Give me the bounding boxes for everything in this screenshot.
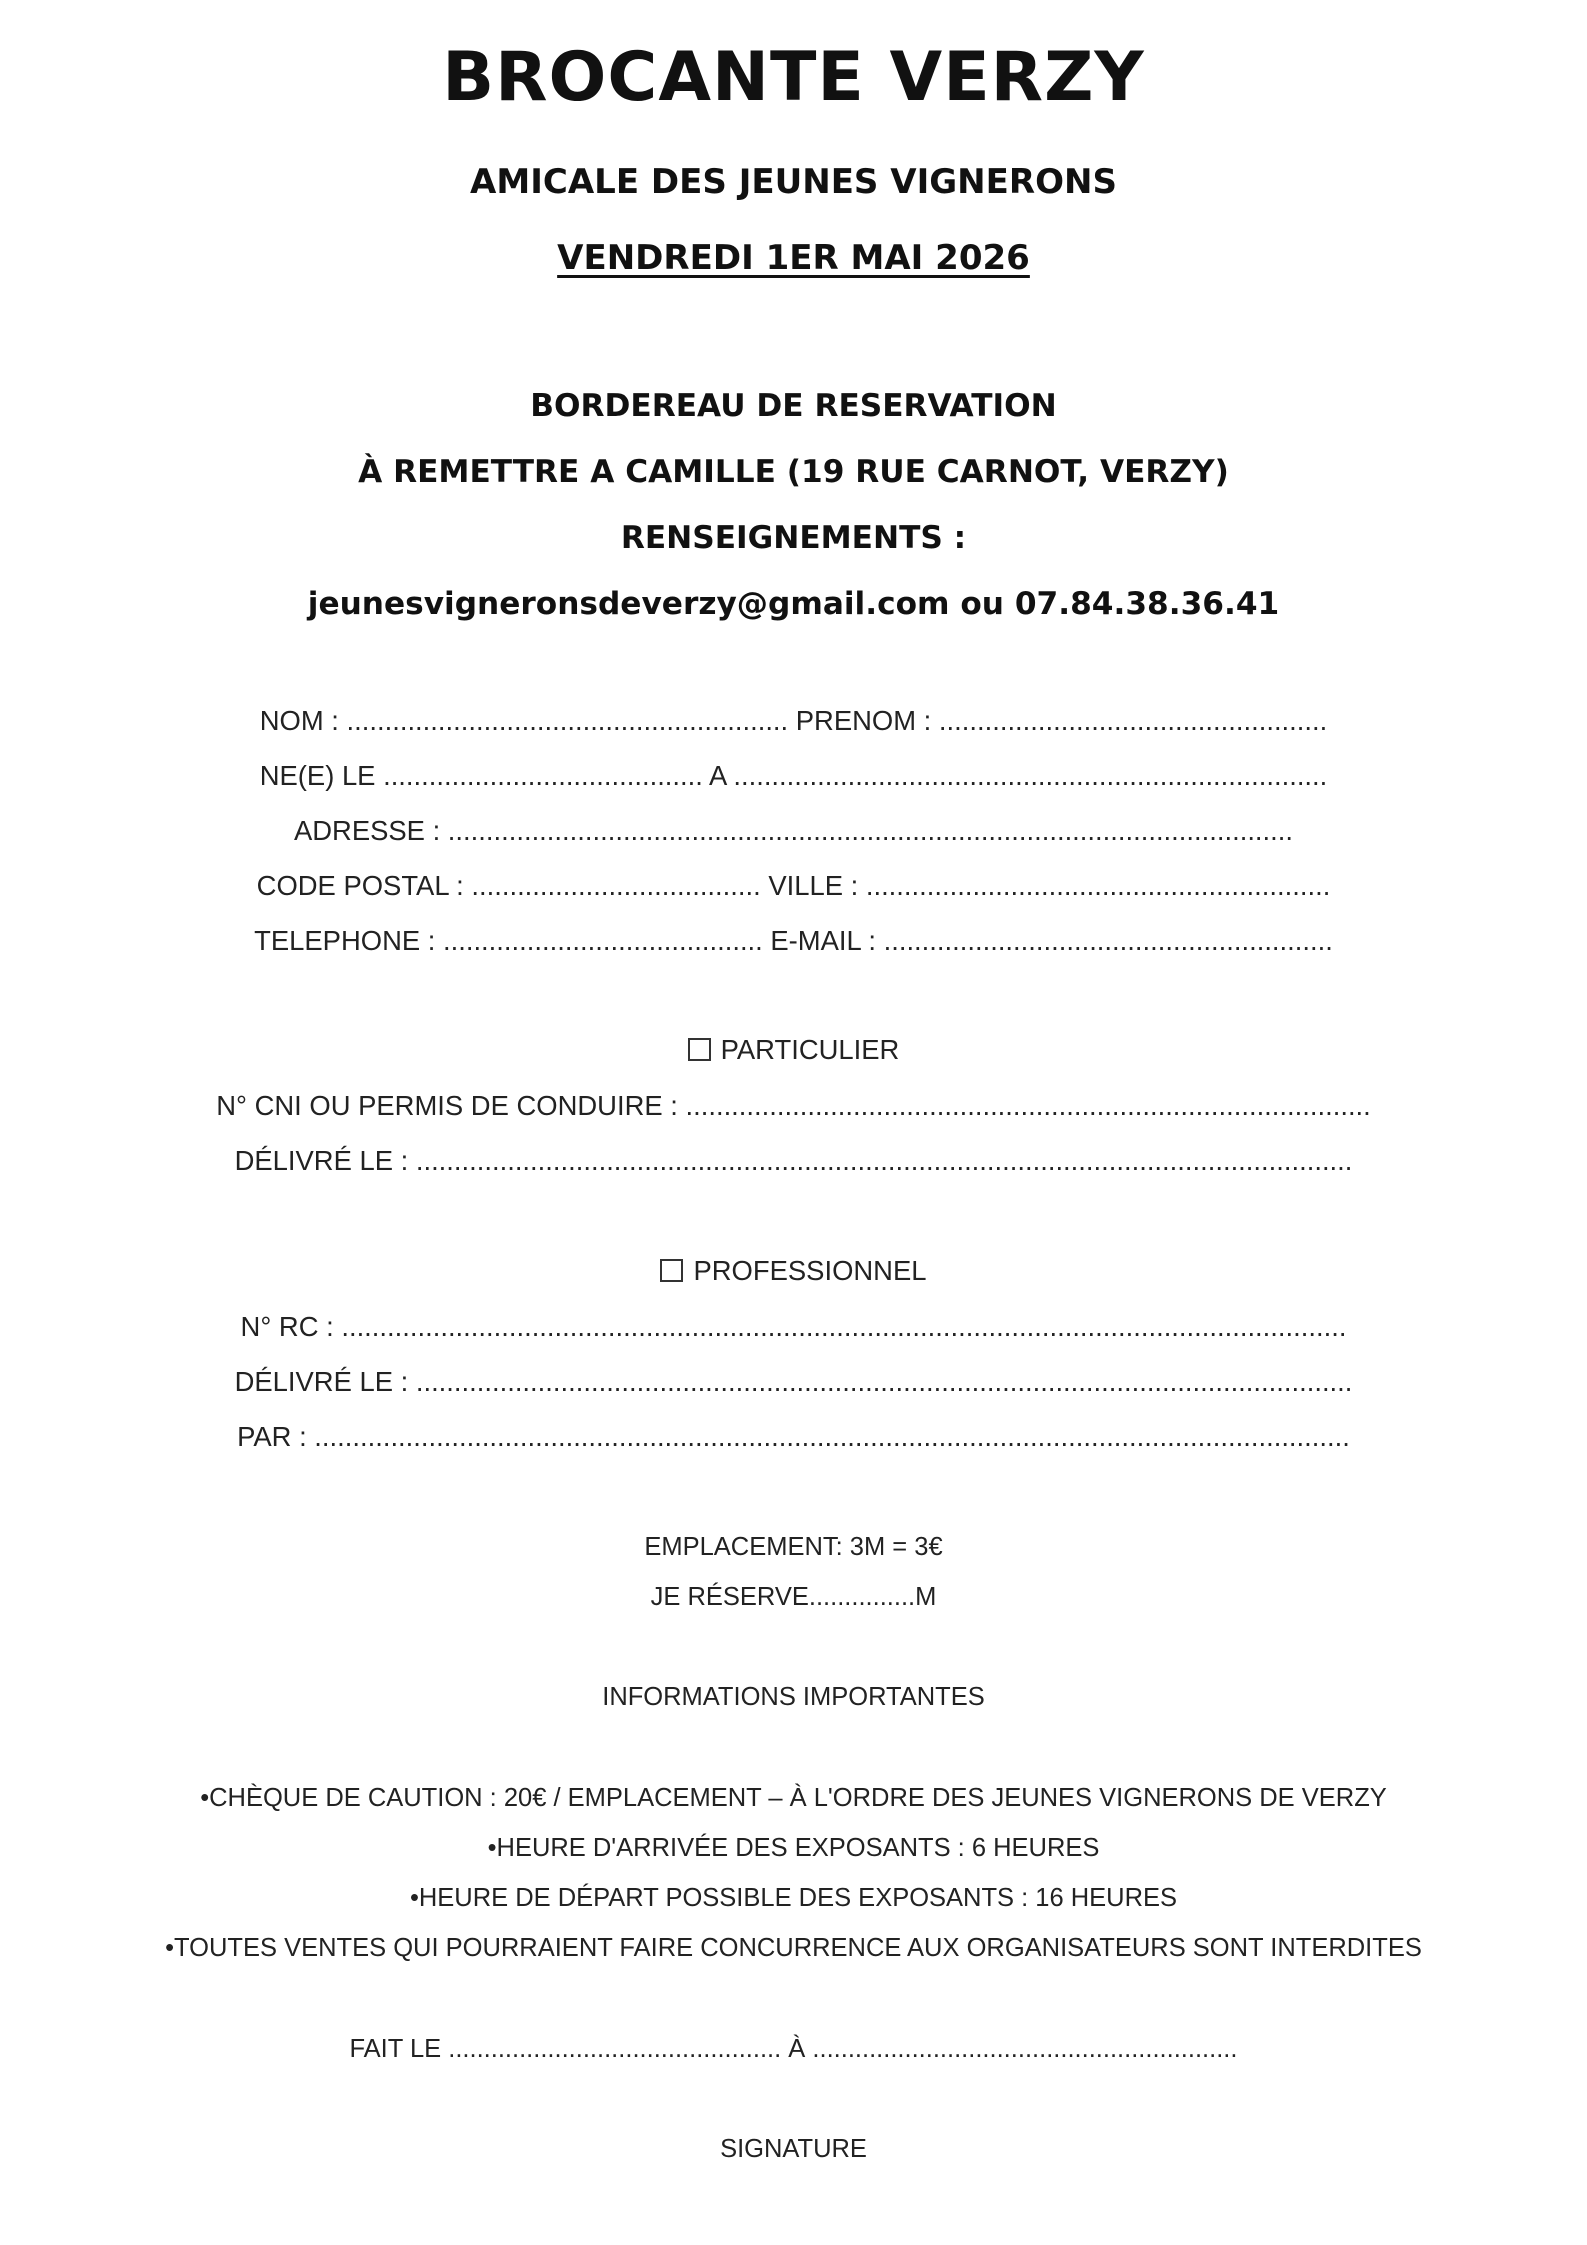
emplacement-price: EMPLACEMENT: 3M = 3€ [644,1533,943,1561]
field-telephone-email[interactable]: TELEPHONE : .......................................... E-MAIL : ........................................................... [254,925,1333,956]
signature-label: SIGNATURE [720,2135,867,2163]
event-title: BROCANTE VERZY [442,38,1145,117]
particulier-option[interactable] [0,1034,1587,1066]
important-item: •TOUTES VENTES QUI POURRAIENT FAIRE CONCURRENCE AUX ORGANISATEURS SONT INTERDITES [165,1934,1422,1962]
professionnel-label: PROFESSIONNEL [693,1255,927,1286]
field-rc[interactable]: N° RC : .................................................................................................................................... [240,1311,1347,1342]
important-item: •HEURE DE DÉPART POSSIBLE DES EXPOSANTS : 16 HEURES [409,1884,1178,1912]
field-professionnel-delivre[interactable]: DÉLIVRÉ LE : ........................................................................................................................... [234,1366,1353,1397]
important-item: •CHÈQUE DE CAUTION : 20€ / EMPLACEMENT – À L'ORDRE DES JEUNES VIGNERONS DE VERZY [200,1784,1387,1812]
field-par[interactable]: PAR : ........................................................................................................................................ [237,1421,1350,1452]
particulier-checkbox[interactable] [688,1038,711,1061]
field-fait-le[interactable]: FAIT LE ............................................... À ............................................................ [349,2035,1238,2063]
field-nom-prenom[interactable]: NOM : .......................................................... PRENOM : ................................................... [259,705,1328,736]
field-code-postal-ville[interactable]: CODE POSTAL : ...................................... VILLE : ............................................................. [256,870,1331,901]
field-reserve-meters[interactable]: JE RÉSERVE...............M [650,1583,937,1611]
professionnel-checkbox[interactable] [660,1259,683,1282]
particulier-label: PARTICULIER [720,1034,900,1065]
field-particulier-delivre[interactable]: DÉLIVRÉ LE : ........................................................................................................................... [234,1145,1353,1176]
return-address: À REMETTRE A CAMILLE (19 RUE CARNOT, VERZY) [358,454,1229,490]
contact-details: jeunesvigneronsdeverzy@gmail.com ou 07.84.38.36.41 [307,586,1280,622]
organizer-name: AMICALE DES JEUNES VIGNERONS [470,162,1117,202]
field-birth[interactable]: NE(E) LE .......................................... A .............................................................................. [259,760,1328,791]
important-title: INFORMATIONS IMPORTANTES [602,1683,985,1711]
event-date: VENDREDI 1ER MAI 2026 [557,238,1030,278]
field-adresse[interactable]: ADRESSE : ............................................................................................................... [293,815,1294,846]
field-cni[interactable]: N° CNI OU PERMIS DE CONDUIRE : .......................................................................................... [216,1090,1371,1121]
contact-label: RENSEIGNEMENTS : [620,520,967,556]
important-item: •HEURE D'ARRIVÉE DES EXPOSANTS : 6 HEURES [487,1834,1100,1862]
form-title: BORDEREAU DE RESERVATION [530,388,1057,424]
professionnel-option[interactable] [0,1255,1587,1287]
